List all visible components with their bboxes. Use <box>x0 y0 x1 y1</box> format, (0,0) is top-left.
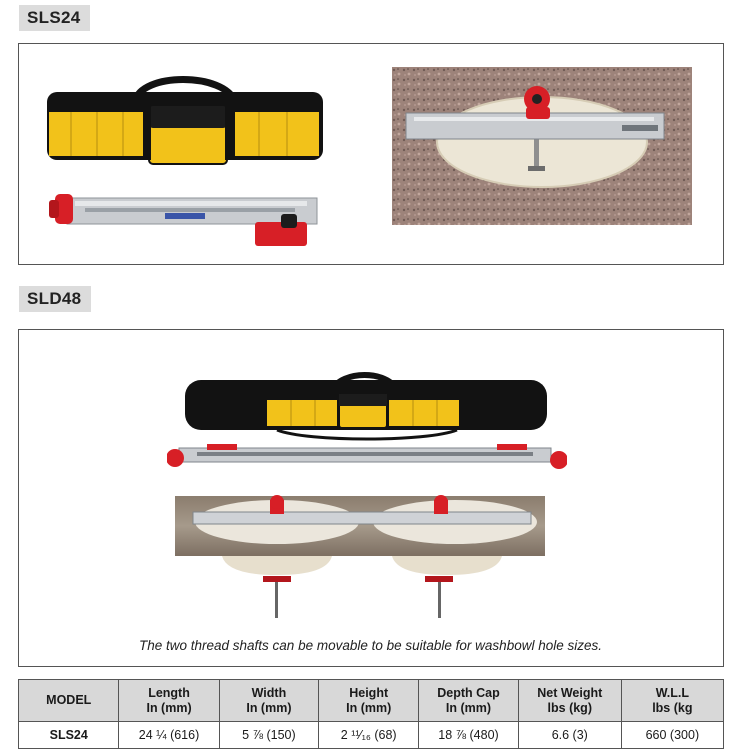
header-model: MODEL <box>19 680 119 722</box>
header-height: Height In (mm) <box>319 680 419 722</box>
cell-wll: 660 (300) <box>621 722 723 749</box>
red-knob-icon <box>434 495 448 509</box>
header-net-weight: Net Weight lbs (kg) <box>518 680 621 722</box>
cell-height: 2 ¹¹⁄₁₆ (68) <box>319 722 419 749</box>
sld48-product-frame <box>18 329 724 667</box>
red-knob-icon <box>550 451 567 469</box>
header-width: Width In (mm) <box>219 680 319 722</box>
table-row <box>19 722 724 749</box>
spec-table <box>18 679 724 749</box>
red-knob-icon <box>270 495 284 509</box>
cell-width: 5 ⅞ (150) <box>219 722 319 749</box>
cell-net-weight: 6.6 (3) <box>518 722 621 749</box>
sls24-installed-on-granite-image <box>392 67 692 225</box>
cell-depth-cap: 18 ⅞ (480) <box>419 722 519 749</box>
sls24-product-frame <box>18 43 724 265</box>
section-label-sls24: SLS24 <box>19 5 90 31</box>
sls24-bag-and-tool-image <box>45 72 325 277</box>
header-wll: W.L.L lbs (kg <box>621 680 723 722</box>
sld48-caption: The two thread shafts can be movable to be suitable for washbowl hole sizes. <box>138 638 602 653</box>
section-label-sld48: SLD48 <box>19 286 91 312</box>
table-header-row <box>19 680 724 722</box>
header-depth-cap: Depth Cap In (mm) <box>419 680 519 722</box>
cell-model: SLS24 <box>19 722 119 749</box>
header-length: Length In (mm) <box>119 680 219 722</box>
sld48-product-image <box>167 370 567 620</box>
cell-length: 24 ¼ (616) <box>119 722 219 749</box>
red-clamp-icon <box>255 222 307 246</box>
